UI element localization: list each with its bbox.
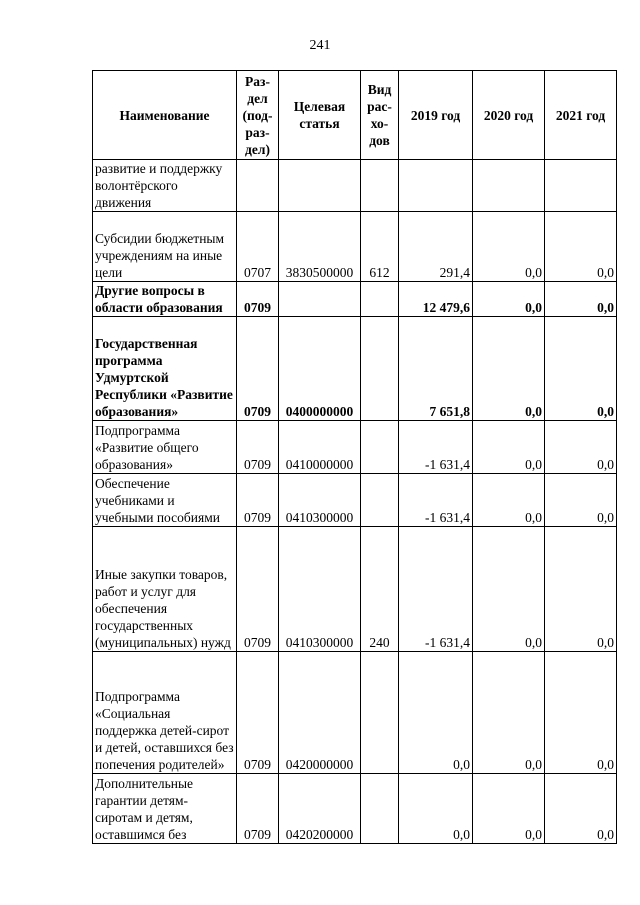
row-2020-cell: 0,0 <box>473 421 545 474</box>
table-row <box>93 317 617 421</box>
row-name-cell: Другие вопросы в области образования <box>93 282 237 317</box>
header-section: Раз- дел (под- раз- дел) <box>237 71 279 160</box>
row-2021-cell: 0,0 <box>545 317 617 421</box>
row-expense-type-cell <box>361 282 399 317</box>
row-2021-cell: 0,0 <box>545 652 617 774</box>
budget-table <box>92 70 617 844</box>
table-body <box>93 160 617 844</box>
row-target-cell: 0420000000 <box>279 652 361 774</box>
row-2020-cell: 0,0 <box>473 527 545 652</box>
row-2019-cell: 0,0 <box>399 774 473 844</box>
row-target-cell: 0410300000 <box>279 474 361 527</box>
row-name-cell: Государственная программа Удмуртской Республики «Развитие образования» <box>93 317 237 421</box>
row-2021-cell <box>545 160 617 212</box>
row-2020-cell: 0,0 <box>473 317 545 421</box>
row-2020-cell: 0,0 <box>473 212 545 282</box>
row-2019-cell: 7 651,8 <box>399 317 473 421</box>
table-row <box>93 652 617 774</box>
table-row <box>93 160 617 212</box>
row-2021-cell: 0,0 <box>545 774 617 844</box>
header-row <box>93 71 617 160</box>
row-2020-cell: 0,0 <box>473 774 545 844</box>
row-section-cell: 0709 <box>237 317 279 421</box>
table-row <box>93 774 617 844</box>
row-expense-type-cell <box>361 317 399 421</box>
row-expense-type-cell <box>361 774 399 844</box>
row-2019-cell: 291,4 <box>399 212 473 282</box>
row-expense-type-cell: 612 <box>361 212 399 282</box>
row-2021-cell: 0,0 <box>545 212 617 282</box>
row-2019-cell: 0,0 <box>399 652 473 774</box>
table-row <box>93 527 617 652</box>
table-row <box>93 474 617 527</box>
row-2021-cell: 0,0 <box>545 474 617 527</box>
row-name-cell: Подпрограмма «Социальная поддержка детей-сирот и детей, оставшихся без попечения родителей» <box>93 652 237 774</box>
row-target-cell: 0410300000 <box>279 527 361 652</box>
row-2021-cell: 0,0 <box>545 527 617 652</box>
row-section-cell <box>237 160 279 212</box>
table-row <box>93 282 617 317</box>
header-target: Целевая статья <box>279 71 361 160</box>
row-name-cell: Подпрограмма «Развитие общего образования» <box>93 421 237 474</box>
row-expense-type-cell <box>361 652 399 774</box>
page-number: 241 <box>309 38 331 53</box>
header-2019: 2019 год <box>399 71 473 160</box>
row-section-cell: 0709 <box>237 474 279 527</box>
row-expense-type-cell: 240 <box>361 527 399 652</box>
row-name-cell: Субсидии бюджетным учреждениям на иные цели <box>93 212 237 282</box>
header-expense-type: Вид рас- хо- дов <box>361 71 399 160</box>
row-target-cell <box>279 160 361 212</box>
row-name-cell: Иные закупки товаров, работ и услуг для обеспечения государственных (муниципальных) нужд <box>93 527 237 652</box>
row-section-cell: 0709 <box>237 774 279 844</box>
row-expense-type-cell <box>361 421 399 474</box>
row-section-cell: 0707 <box>237 212 279 282</box>
row-2021-cell: 0,0 <box>545 282 617 317</box>
row-2020-cell: 0,0 <box>473 474 545 527</box>
row-name-cell: Дополнительные гарантии детям-сиротам и детям, оставшимся без <box>93 774 237 844</box>
table-row <box>93 421 617 474</box>
row-target-cell: 0410000000 <box>279 421 361 474</box>
row-2019-cell: -1 631,4 <box>399 421 473 474</box>
row-section-cell: 0709 <box>237 282 279 317</box>
row-section-cell: 0709 <box>237 527 279 652</box>
row-expense-type-cell <box>361 474 399 527</box>
row-target-cell <box>279 282 361 317</box>
row-target-cell: 0400000000 <box>279 317 361 421</box>
row-name-cell: развитие и поддержку волонтёрского движения <box>93 160 237 212</box>
row-2020-cell: 0,0 <box>473 282 545 317</box>
row-target-cell: 3830500000 <box>279 212 361 282</box>
header-2021: 2021 год <box>545 71 617 160</box>
row-2021-cell: 0,0 <box>545 421 617 474</box>
row-2019-cell: -1 631,4 <box>399 474 473 527</box>
row-2019-cell: 12 479,6 <box>399 282 473 317</box>
row-name-cell: Обеспечение учебниками и учебными пособиями <box>93 474 237 527</box>
header-2020: 2020 год <box>473 71 545 160</box>
row-expense-type-cell <box>361 160 399 212</box>
table-row <box>93 212 617 282</box>
row-section-cell: 0709 <box>237 421 279 474</box>
header-name: Наименование <box>93 71 237 160</box>
row-2020-cell <box>473 160 545 212</box>
row-target-cell: 0420200000 <box>279 774 361 844</box>
row-section-cell: 0709 <box>237 652 279 774</box>
row-2020-cell: 0,0 <box>473 652 545 774</box>
row-2019-cell <box>399 160 473 212</box>
row-2019-cell: -1 631,4 <box>399 527 473 652</box>
